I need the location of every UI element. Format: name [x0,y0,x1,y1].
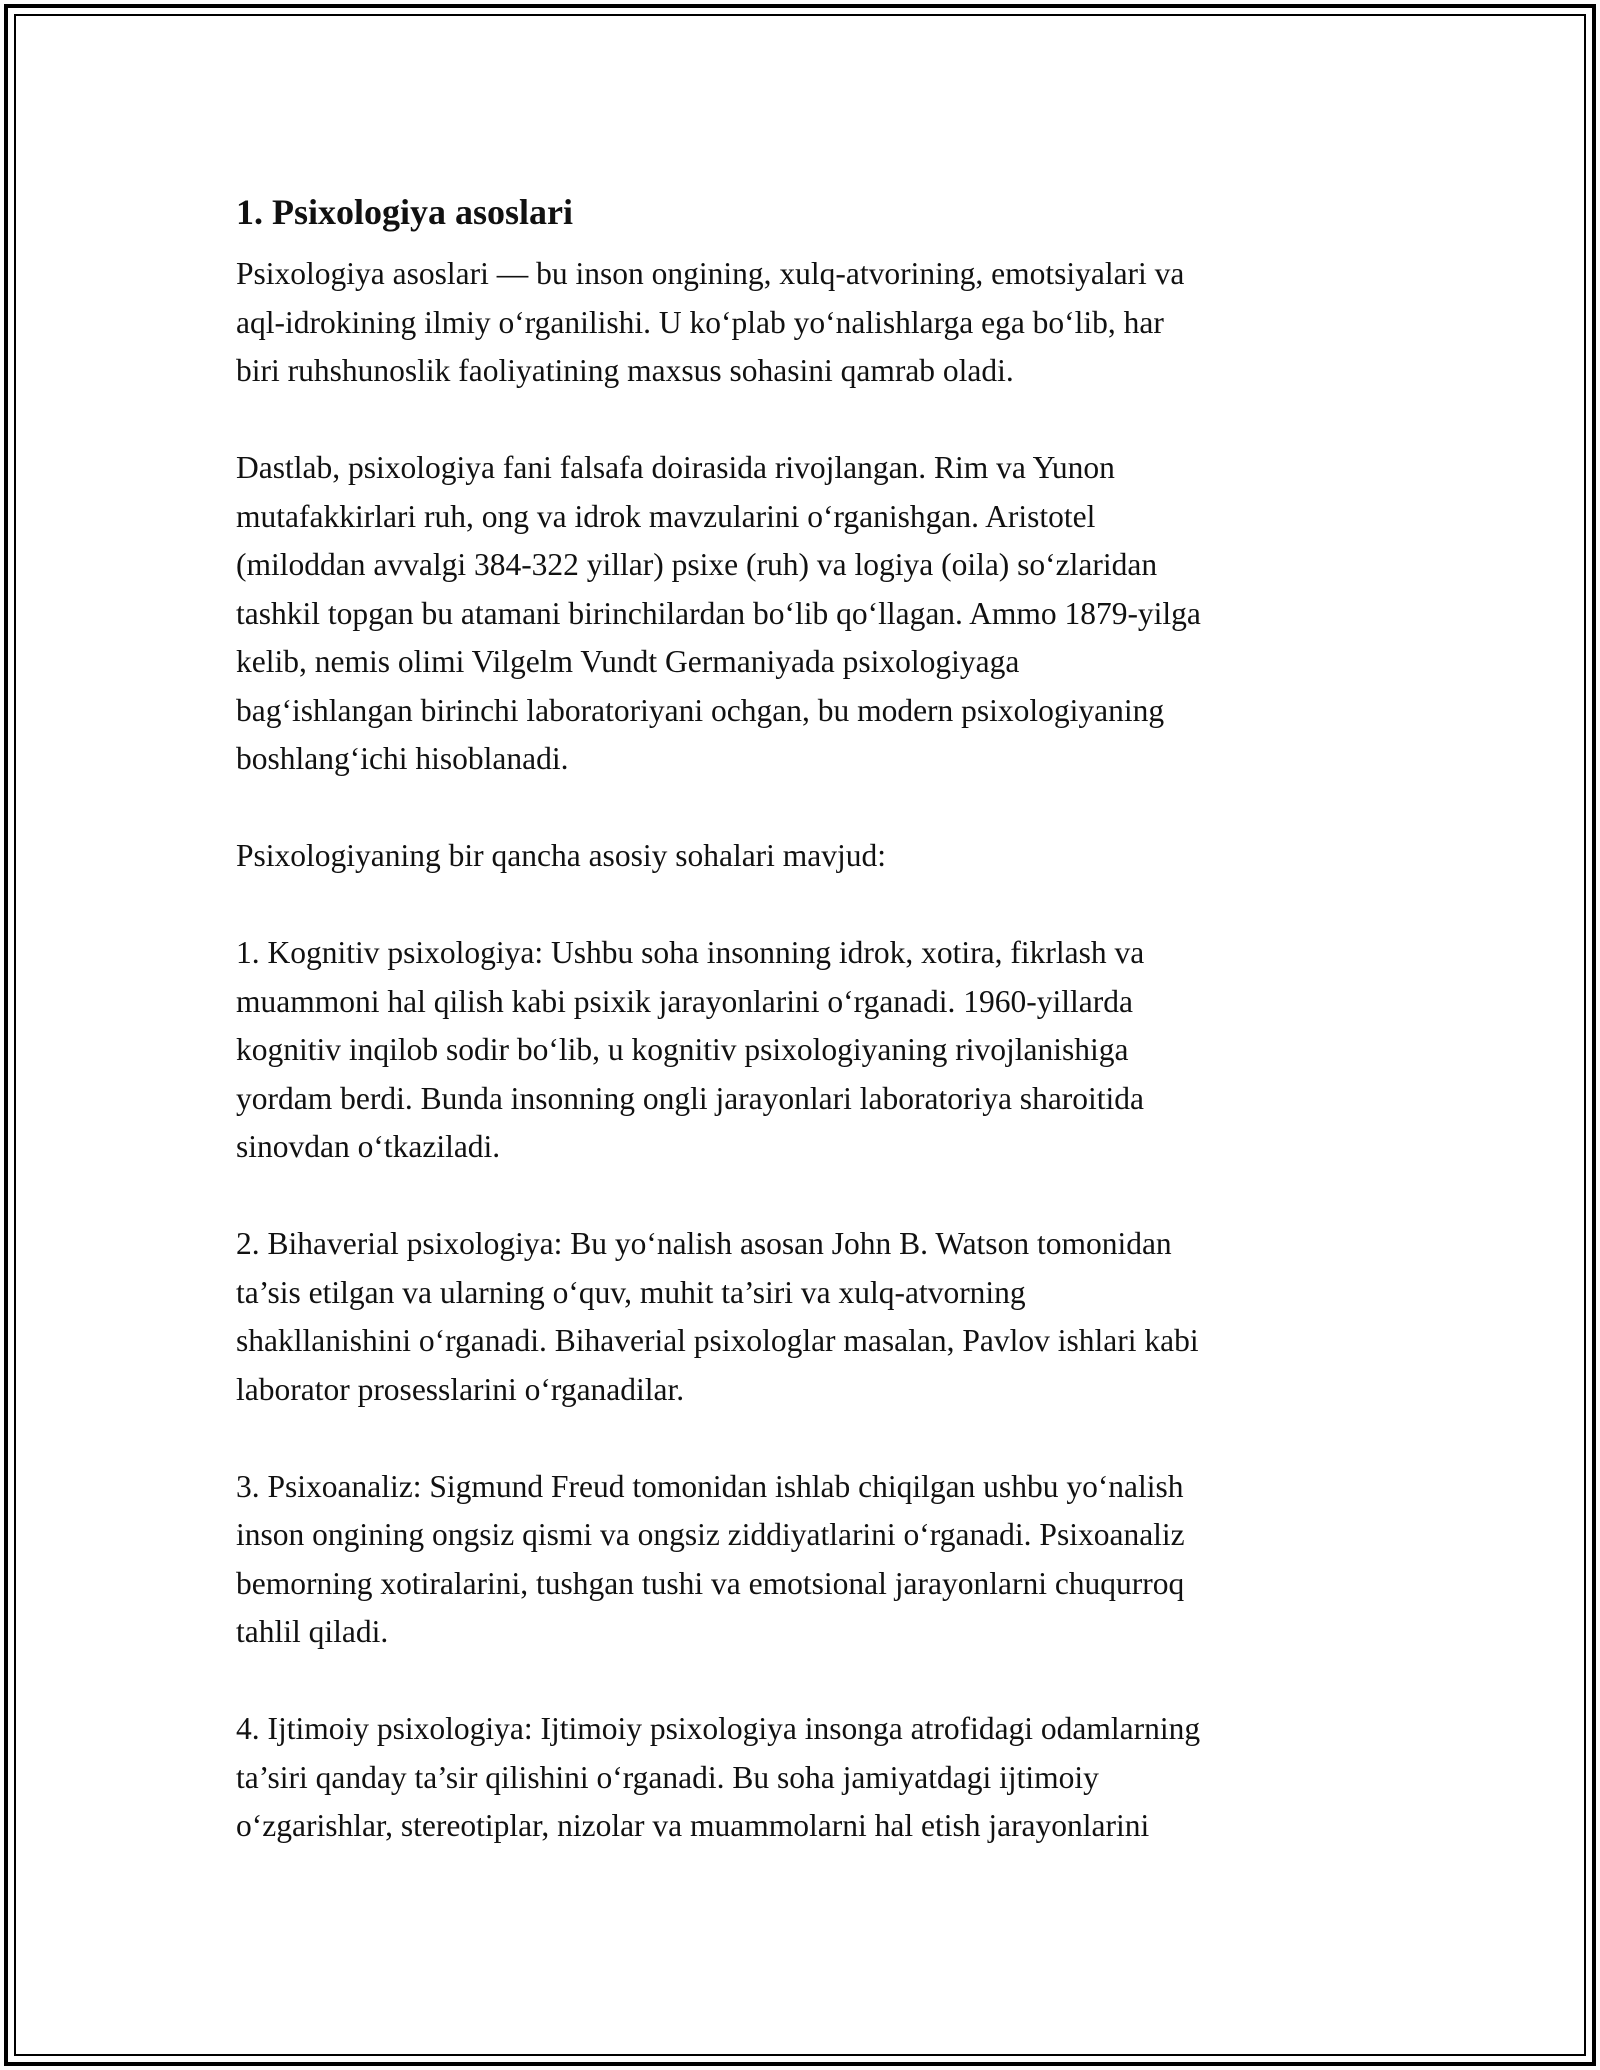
text-line: (miloddan avvalgi 384-322 yillar) psixe (ruh) va logiya (oila) soʻzlaridan [236,547,1158,582]
text-line: yordam berdi. Bunda insonning ongli jarayonlari laboratoriya sharoitida [236,1080,1145,1116]
paragraph-psychoanalysis [236,1463,1386,1657]
text-line: Psixologiya asoslari — bu inson ongining, xulq-atvorining, emotsiyalari va [236,256,1185,291]
text-line: muammoni hal qilish kabi psixik jarayonlarini oʻrganadi. 1960-yillarda [236,983,1133,1019]
text-line: 4. Ijtimoiy psixologiya: Ijtimoiy psixologiya insonga atrofidagi odamlarning [236,1711,1201,1746]
text-line: boshlangʻichi hisoblanadi. [236,741,569,776]
text-line: 1. Kognitiv psixologiya: Ushbu soha insonning idrok, xotira, fikrlash va [236,935,1145,970]
text-line: 3. Psixoanaliz: Sigmund Freud tomonidan ishlab chiqilgan ushbu yoʻnalish [236,1468,1184,1504]
paragraph-social [236,1705,1386,1851]
text-line: aql-idrokining ilmiy oʻrganilishi. U koʻplab yoʻnalishlarga ega boʻlib, har [236,304,1164,340]
text-line: shakllanishini oʻrganadi. Bihaverial psixologlar masalan, Pavlov ishlari kabi [236,1323,1199,1358]
paragraph-history [236,444,1386,784]
paragraph-behavioral [236,1220,1386,1414]
text-line: bagʻishlangan birinchi laboratoriyani ochgan, bu modern psixologiyaning [236,692,1165,728]
text-line: tahlil qiladi. [236,1614,389,1649]
text-line: oʻzgarishlar, stereotiplar, nizolar va muammolarni hal etish jarayonlarini [236,1808,1150,1843]
text-line: Dastlab, psixologiya fani falsafa doirasida rivojlangan. Rim va Yunon [236,450,1115,485]
text-line: biri ruhshunoslik faoliyatining maxsus sohasini qamrab oladi. [236,353,1014,388]
text-line: sinovdan oʻtkaziladi. [236,1129,501,1164]
section-heading: 1. Psixologiya asoslari [236,192,574,232]
text-line: inson ongining ongsiz qismi va ongsiz ziddiyatlarini oʻrganadi. Psixoanaliz [236,1517,1185,1552]
text-line: 2. Bihaverial psixologiya: Bu yoʻnalish asosan John B. Watson tomonidan [236,1226,1172,1261]
text-line: Psixologiyaning bir qancha asosiy sohalari mavjud: [236,838,887,873]
text-line: ta’sis etilgan va ularning oʻquv, muhit ta’siri va xulq-atvorning [236,1274,1026,1310]
paragraph-branches-intro [236,832,1386,881]
text-line: mutafakkirlari ruh, ong va idrok mavzularini oʻrganishgan. Aristotel [236,498,1096,534]
text-line: kognitiv inqilob sodir boʻlib, u kognitiv psixologiyaning rivojlanishiga [236,1032,1129,1067]
text-line: tashkil topgan bu atamani birinchilardan boʻlib qoʻllagan. Ammo 1879-yilga [236,595,1201,631]
text-line: ta’siri qanday ta’sir qilishini oʻrganadi. Bu soha jamiyatdagi ijtimoiy [236,1759,1099,1795]
document-body [236,188,1386,1899]
paragraph-cognitive [236,929,1386,1172]
paragraph-intro [236,250,1386,396]
text-line: bemorning xotiralarini, tushgan tushi va emotsional jarayonlarni chuqurroq [236,1565,1185,1601]
text-line: kelib, nemis olimi Vilgelm Vundt Germaniyada psixologiyaga [236,644,1020,679]
text-line: laborator prosesslarini oʻrganadilar. [236,1371,685,1407]
